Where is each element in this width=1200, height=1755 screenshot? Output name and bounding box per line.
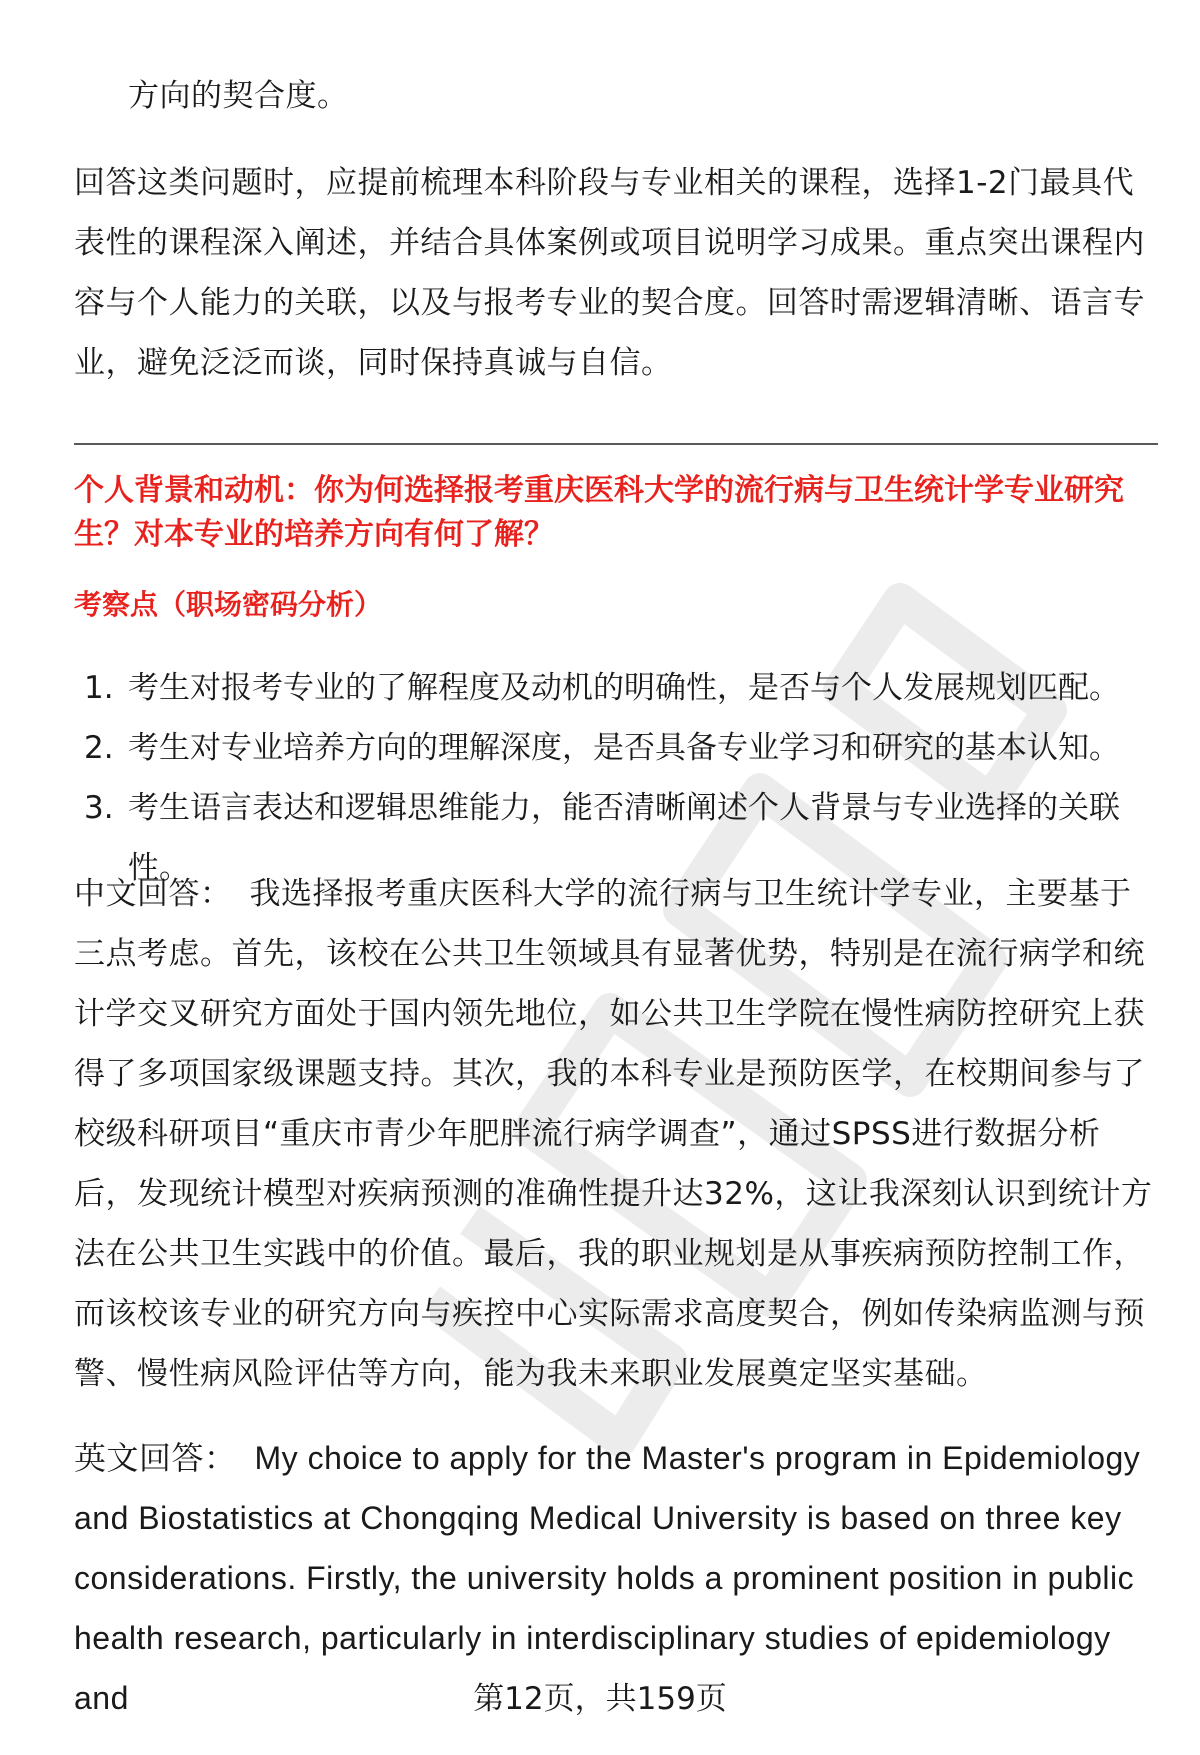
list-text: 考生对专业培养方向的理解深度，是否具备专业学习和研究的基本认知。 <box>128 730 1120 766</box>
list-number: 2. <box>84 730 114 766</box>
continued-text: 方向的契合度。 <box>128 78 349 114</box>
list-text: 考生对报考专业的了解程度及动机的明确性，是否与个人发展规划匹配。 <box>128 670 1120 706</box>
interview-question: 个人背景和动机：你为何选择报考重庆医科大学的流行病与卫生统计学专业研究生？对本专业的培养方向有何了解？ <box>74 473 1124 552</box>
assessment-points <box>84 658 1164 898</box>
english-answer-text: My choice to apply for the Master's program in Epidemiology and Biostatistics at Chongqing Medical University is based on three key considerations. Firstly, the university holds a prominent position in public health research, particularly in interdisciplinary studies of epidemiology and <box>74 1440 1141 1716</box>
answer-tips-paragraph: 回答这类问题时，应提前梳理本科阶段与专业相关的课程，选择1-2门最具代表性的课程深入阐述，并结合具体案例或项目说明学习成果。重点突出课程内容与个人能力的关联，以及与报考专业的契合度。回答时需逻辑清晰、语言专业，避免泛泛而谈，同时保持真诚与自信。 <box>74 165 1145 381</box>
list-text: 考生语言表达和逻辑思维能力，能否清晰阐述个人背景与专业选择的关联性。 <box>128 790 1120 886</box>
list-number: 3. <box>84 790 114 826</box>
chinese-answer-text: 我选择报考重庆医科大学的流行病与卫生统计学专业，主要基于三点考虑。首先，该校在公共卫生领域具有显著优势，特别是在流行病学和统计学交叉研究方面处于国内领先地位，如公共卫生学院在慢性病防控研究上获得了多项国家级课题支持。其次，我的本科专业是预防医学，在校期间参与了校级科研项目“重庆市青少年肥胖流行病学调查”，通过SPSS进行数据分析后，发现统计模型对疾病预测的准确性提升达32%，这让我深刻认识到统计方法在公共卫生实践中的价值。最后，我的职业规划是从事疾病预防控制工作，而该校该专业的研究方向与疾控中心实际需求高度契合，例如传染病监测与预警、慢性病风险评估等方向，能为我未来职业发展奠定坚实基础。 <box>74 876 1153 1392</box>
list-number: 1. <box>84 670 114 706</box>
section-divider <box>74 443 1158 445</box>
chinese-answer-label: 中文回答： <box>74 876 232 912</box>
list-item <box>84 718 1164 778</box>
page-number: 第12页，共159页 <box>473 1681 727 1717</box>
chinese-answer <box>74 864 1154 1404</box>
list-item <box>84 658 1164 718</box>
assessment-heading: 考察点（职场密码分析） <box>74 588 383 621</box>
english-answer-label: 英文回答： <box>74 1440 237 1476</box>
